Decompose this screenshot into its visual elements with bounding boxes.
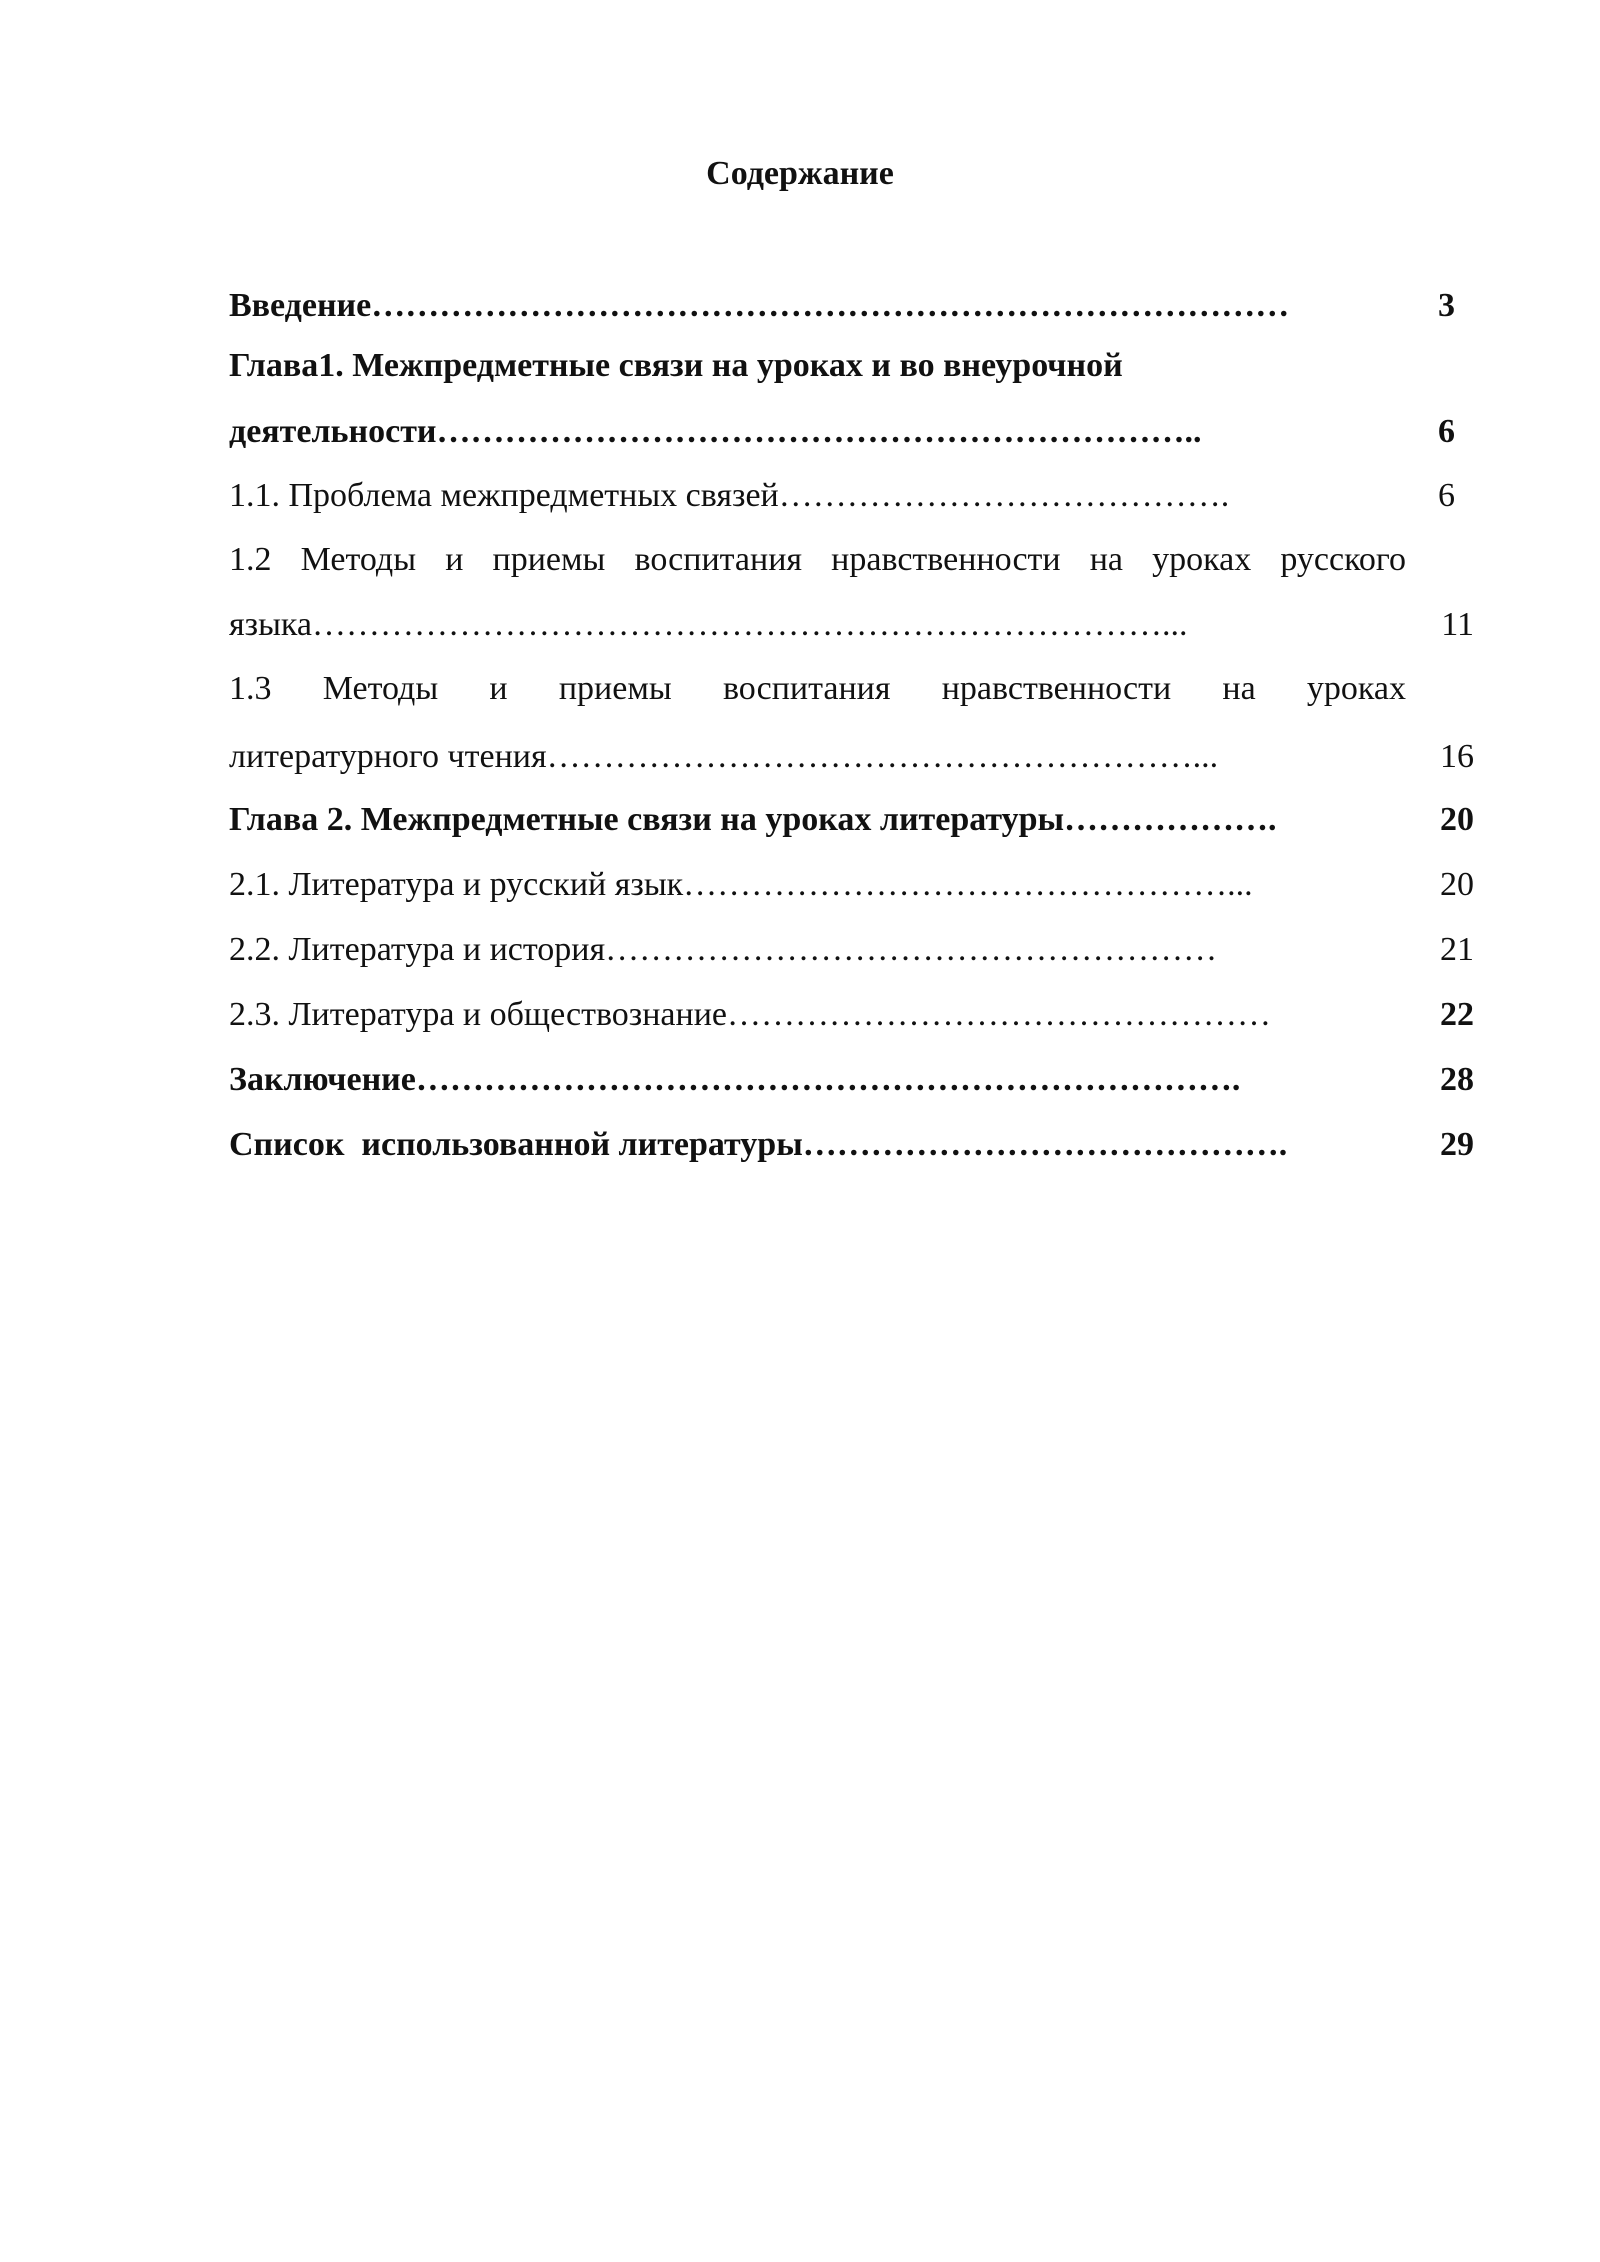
toc-entry-section-1-1: 1.1. Проблема межпредметных связей…………………………………. bbox=[229, 477, 1230, 514]
toc-entry-section-2-1: 2.1. Литература и русский язык…………………………………………... bbox=[229, 866, 1253, 903]
toc-page-section-2-2: 21 bbox=[1440, 931, 1474, 968]
toc-entry-section-1-2-line-1: 1.2 Методы и приемы воспитания нравственности на уроках русского bbox=[229, 541, 1406, 578]
toc-entry-section-1-2-line-2: языка…………………………………………………………………... bbox=[229, 606, 1188, 643]
toc-entry-conclusion: Заключение………………………………………………………………. bbox=[229, 1061, 1241, 1098]
page-title: Содержание bbox=[706, 155, 894, 192]
toc-page-intro: 3 bbox=[1438, 287, 1455, 324]
toc-page-section-2-1: 20 bbox=[1440, 866, 1474, 903]
toc-entry-section-1-3-line-2: литературного чтения…………………………………………………... bbox=[229, 738, 1219, 775]
toc-entry-section-2-2: 2.2. Литература и история……………………………………………… bbox=[229, 931, 1218, 968]
toc-entry-chapter-1-line-1: Глава1. Межпредметные связи на уроках и во внеурочной bbox=[229, 347, 1123, 384]
toc-page-section-1-2: 11 bbox=[1441, 606, 1474, 643]
toc-entry-chapter-1-line-2: деятельности………………………………………………………….. bbox=[229, 413, 1202, 450]
toc-entry-chapter-2: Глава 2. Межпредметные связи на уроках литературы………………. bbox=[229, 801, 1277, 838]
toc-page-chapter-2: 20 bbox=[1440, 801, 1474, 838]
toc-page-section-1-3: 16 bbox=[1440, 738, 1474, 775]
toc-entry-section-2-3: 2.3. Литература и обществознание………………………………………… bbox=[229, 996, 1271, 1033]
toc-entry-intro: Введение……………………………………………………………………… bbox=[229, 287, 1290, 324]
toc-page-conclusion: 28 bbox=[1440, 1061, 1474, 1098]
toc-entry-section-1-3-line-1: 1.3 Методы и приемы воспитания нравственности на уроках bbox=[229, 670, 1406, 707]
toc-page-section-2-3: 22 bbox=[1440, 996, 1474, 1033]
toc-page-section-1-1: 6 bbox=[1438, 477, 1455, 514]
toc-entry-references: Список использованной литературы……………………………………. bbox=[229, 1126, 1288, 1163]
toc-page-chapter-1: 6 bbox=[1438, 413, 1455, 450]
toc-page-references: 29 bbox=[1440, 1126, 1474, 1163]
